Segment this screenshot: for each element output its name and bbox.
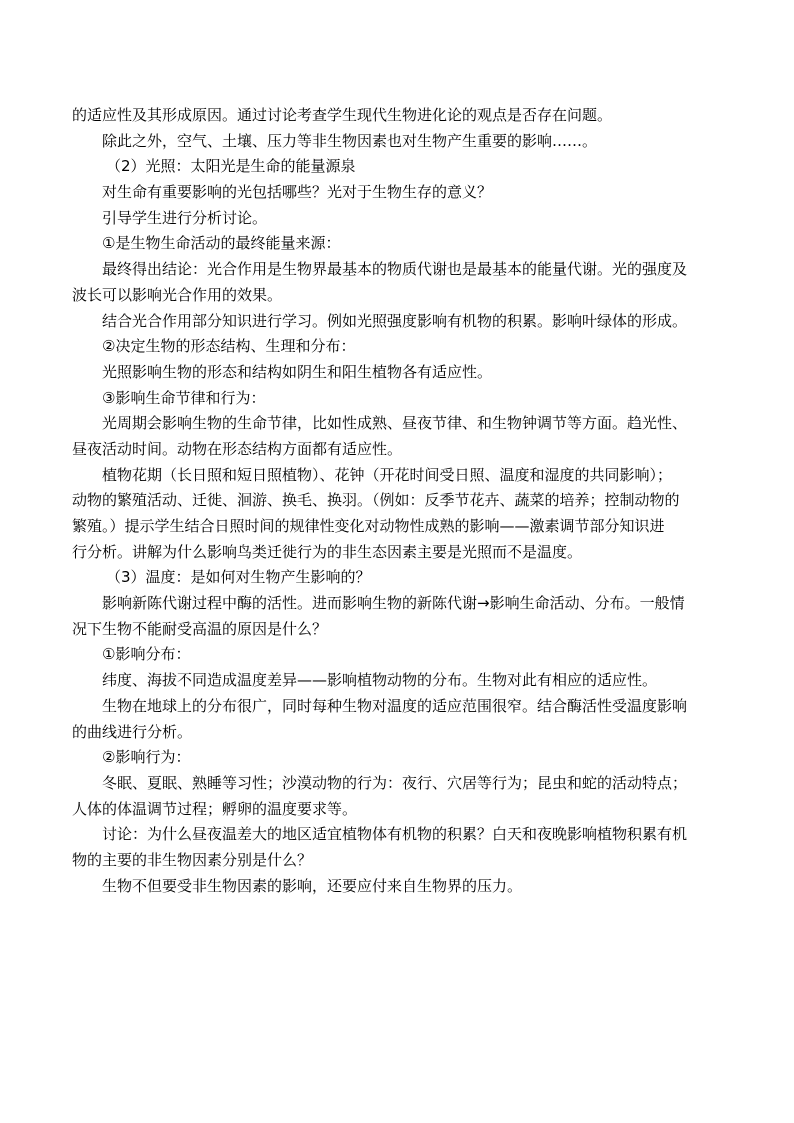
list-item-heading: ①影响分布： — [102, 645, 191, 664]
document-page — [72, 103, 724, 899]
paragraph-line: 繁殖。）提示学生结合日照时间的规律性变化对动物性成熟的影响——激素调节部分知识进 — [72, 517, 665, 535]
paragraph-line: 植物花期（长日照和短日照植物）、花钟（开花时间受日照、温度和湿度的共同影响）； — [102, 465, 673, 484]
list-item-heading: ②决定生物的形态结构、生理和分布： — [102, 337, 356, 356]
paragraph-line: 动物的繁殖活动、迁徙、洄游、换毛、换羽。（例如：反季节花卉、蔬菜的培养；控制动物的 — [72, 491, 680, 510]
paragraph-line: 影响新陈代谢过程中酶的活性。进而影响生物的新陈代谢→影响生命活动、分布。一般情 — [102, 594, 685, 613]
section-heading: （2）光照：太阳光是生命的能量源泉 — [106, 157, 356, 176]
list-item-heading: ①是生物生命活动的最终能量来源： — [102, 234, 341, 253]
paragraph-line: 引导学生进行分析讨论。 — [102, 208, 268, 227]
paragraph-line: 波长可以影响光合作用的效果。 — [72, 285, 283, 304]
paragraph-line: 昼夜活动时间。动物在形态结构方面都有适应性。 — [72, 439, 403, 458]
paragraph-line: 物的主要的非生物因素分别是什么？ — [72, 850, 313, 869]
section-heading: （3）温度：是如何对生物产生影响的？ — [106, 568, 371, 587]
paragraph-line: 光照影响生物的形态和结构如阴生和阳生植物各有适应性。 — [102, 362, 493, 381]
paragraph-line: 最终得出结论：光合作用是生物界最基本的物质代谢也是最基本的能量代谢。光的强度及 — [102, 260, 688, 279]
list-item-heading: ②影响行为： — [102, 748, 191, 767]
paragraph-line: 光周期会影响生物的生命节律，比如性成熟、昼夜节律、和生物钟调节等方面。趋光性、 — [102, 414, 688, 433]
paragraph-line: 冬眠、夏眠、熟睡等习性；沙漠动物的行为：夜行、穴居等行为；昆虫和蛇的活动特点； — [102, 773, 688, 792]
paragraph-line: 对生命有重要影响的光包括哪些？光对于生物生存的意义？ — [102, 183, 493, 202]
paragraph-line: 的曲线进行分析。 — [72, 722, 193, 741]
paragraph-line: 的适应性及其形成原因。通过讨论考查学生现代生物进化论的观点是否存在问题。 — [72, 106, 613, 124]
paragraph-line: 纬度、海拔不同造成温度差异——影响植物动物的分布。生物对此有相应的适应性。 — [102, 671, 658, 690]
paragraph-line: 结合光合作用部分知识进行学习。例如光照强度影响有机物的积累。影响叶绿体的形成。 — [102, 311, 688, 330]
paragraph-line: 讨论：为什么昼夜温差大的地区适宜植物体有机物的积累？白天和夜晚影响植物积累有机 — [102, 825, 688, 844]
list-item-heading: ③影响生命节律和行为： — [102, 388, 266, 407]
paragraph-line: 生物在地球上的分布很广，同时每种生物对温度的适应范围很窄。结合酶活性受温度影响 — [102, 696, 688, 715]
paragraph-line: 况下生物不能耐受高温的原因是什么？ — [72, 619, 328, 638]
paragraph-line: 人体的体温调节过程；孵卵的温度要求等。 — [72, 799, 358, 818]
paragraph-line: 生物不但要受非生物因素的影响，还要应付来自生物界的压力。 — [102, 876, 523, 895]
paragraph-line: 行分析。讲解为什么影响鸟类迁徙行为的非生态因素主要是光照而不是温度。 — [72, 542, 583, 561]
paragraph-line: 除此之外，空气、土壤、压力等非生物因素也对生物产生重要的影响……。 — [102, 131, 598, 150]
